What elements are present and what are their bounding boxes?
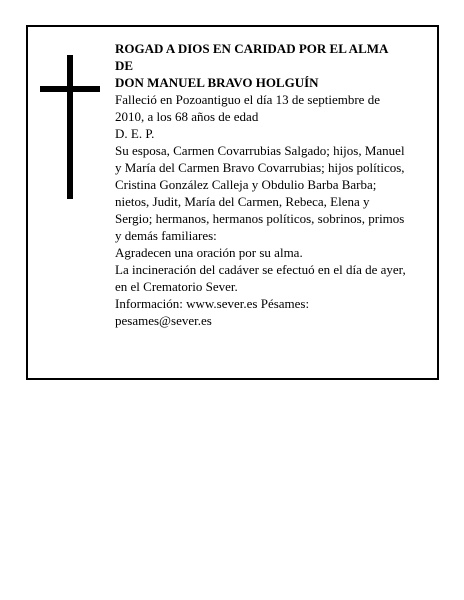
death-info: Falleció en Pozoantiguo el día 13 de septiembre de 2010, a los 68 años de edad: [115, 92, 380, 124]
cremation-info: La incineración del cadáver se efectuó en el día de ayer, en el Crematorio Sever.: [115, 262, 406, 294]
prayer-request: Agradecen una oración por su alma.: [115, 245, 303, 260]
cross-vertical-bar: [67, 55, 73, 199]
cross-icon: [40, 55, 100, 199]
deceased-name: DON MANUEL BRAVO HOLGUÍN: [115, 75, 319, 90]
dep-abbreviation: D. E. P.: [115, 126, 155, 141]
obituary-notice: [26, 25, 439, 380]
notice-text: [115, 40, 435, 329]
family-list: Su esposa, Carmen Covarrubias Salgado; hijos, Manuel y María del Carmen Bravo Covarrubias; hijos políticos, Cristina González Calleja y Obdulio Barba Barba; nietos, Judit, María del Carmen, Rebeca, Elena y Sergio; hermanos, hermanos políticos, sobrinos, primos y demás familiares:: [115, 143, 405, 243]
notice-heading: ROGAD A DIOS EN CARIDAD POR EL ALMA DE: [115, 41, 389, 73]
contact-information: Información: www.sever.es Pésames: pesames@sever.es: [115, 296, 310, 328]
cross-horizontal-bar: [40, 86, 100, 92]
